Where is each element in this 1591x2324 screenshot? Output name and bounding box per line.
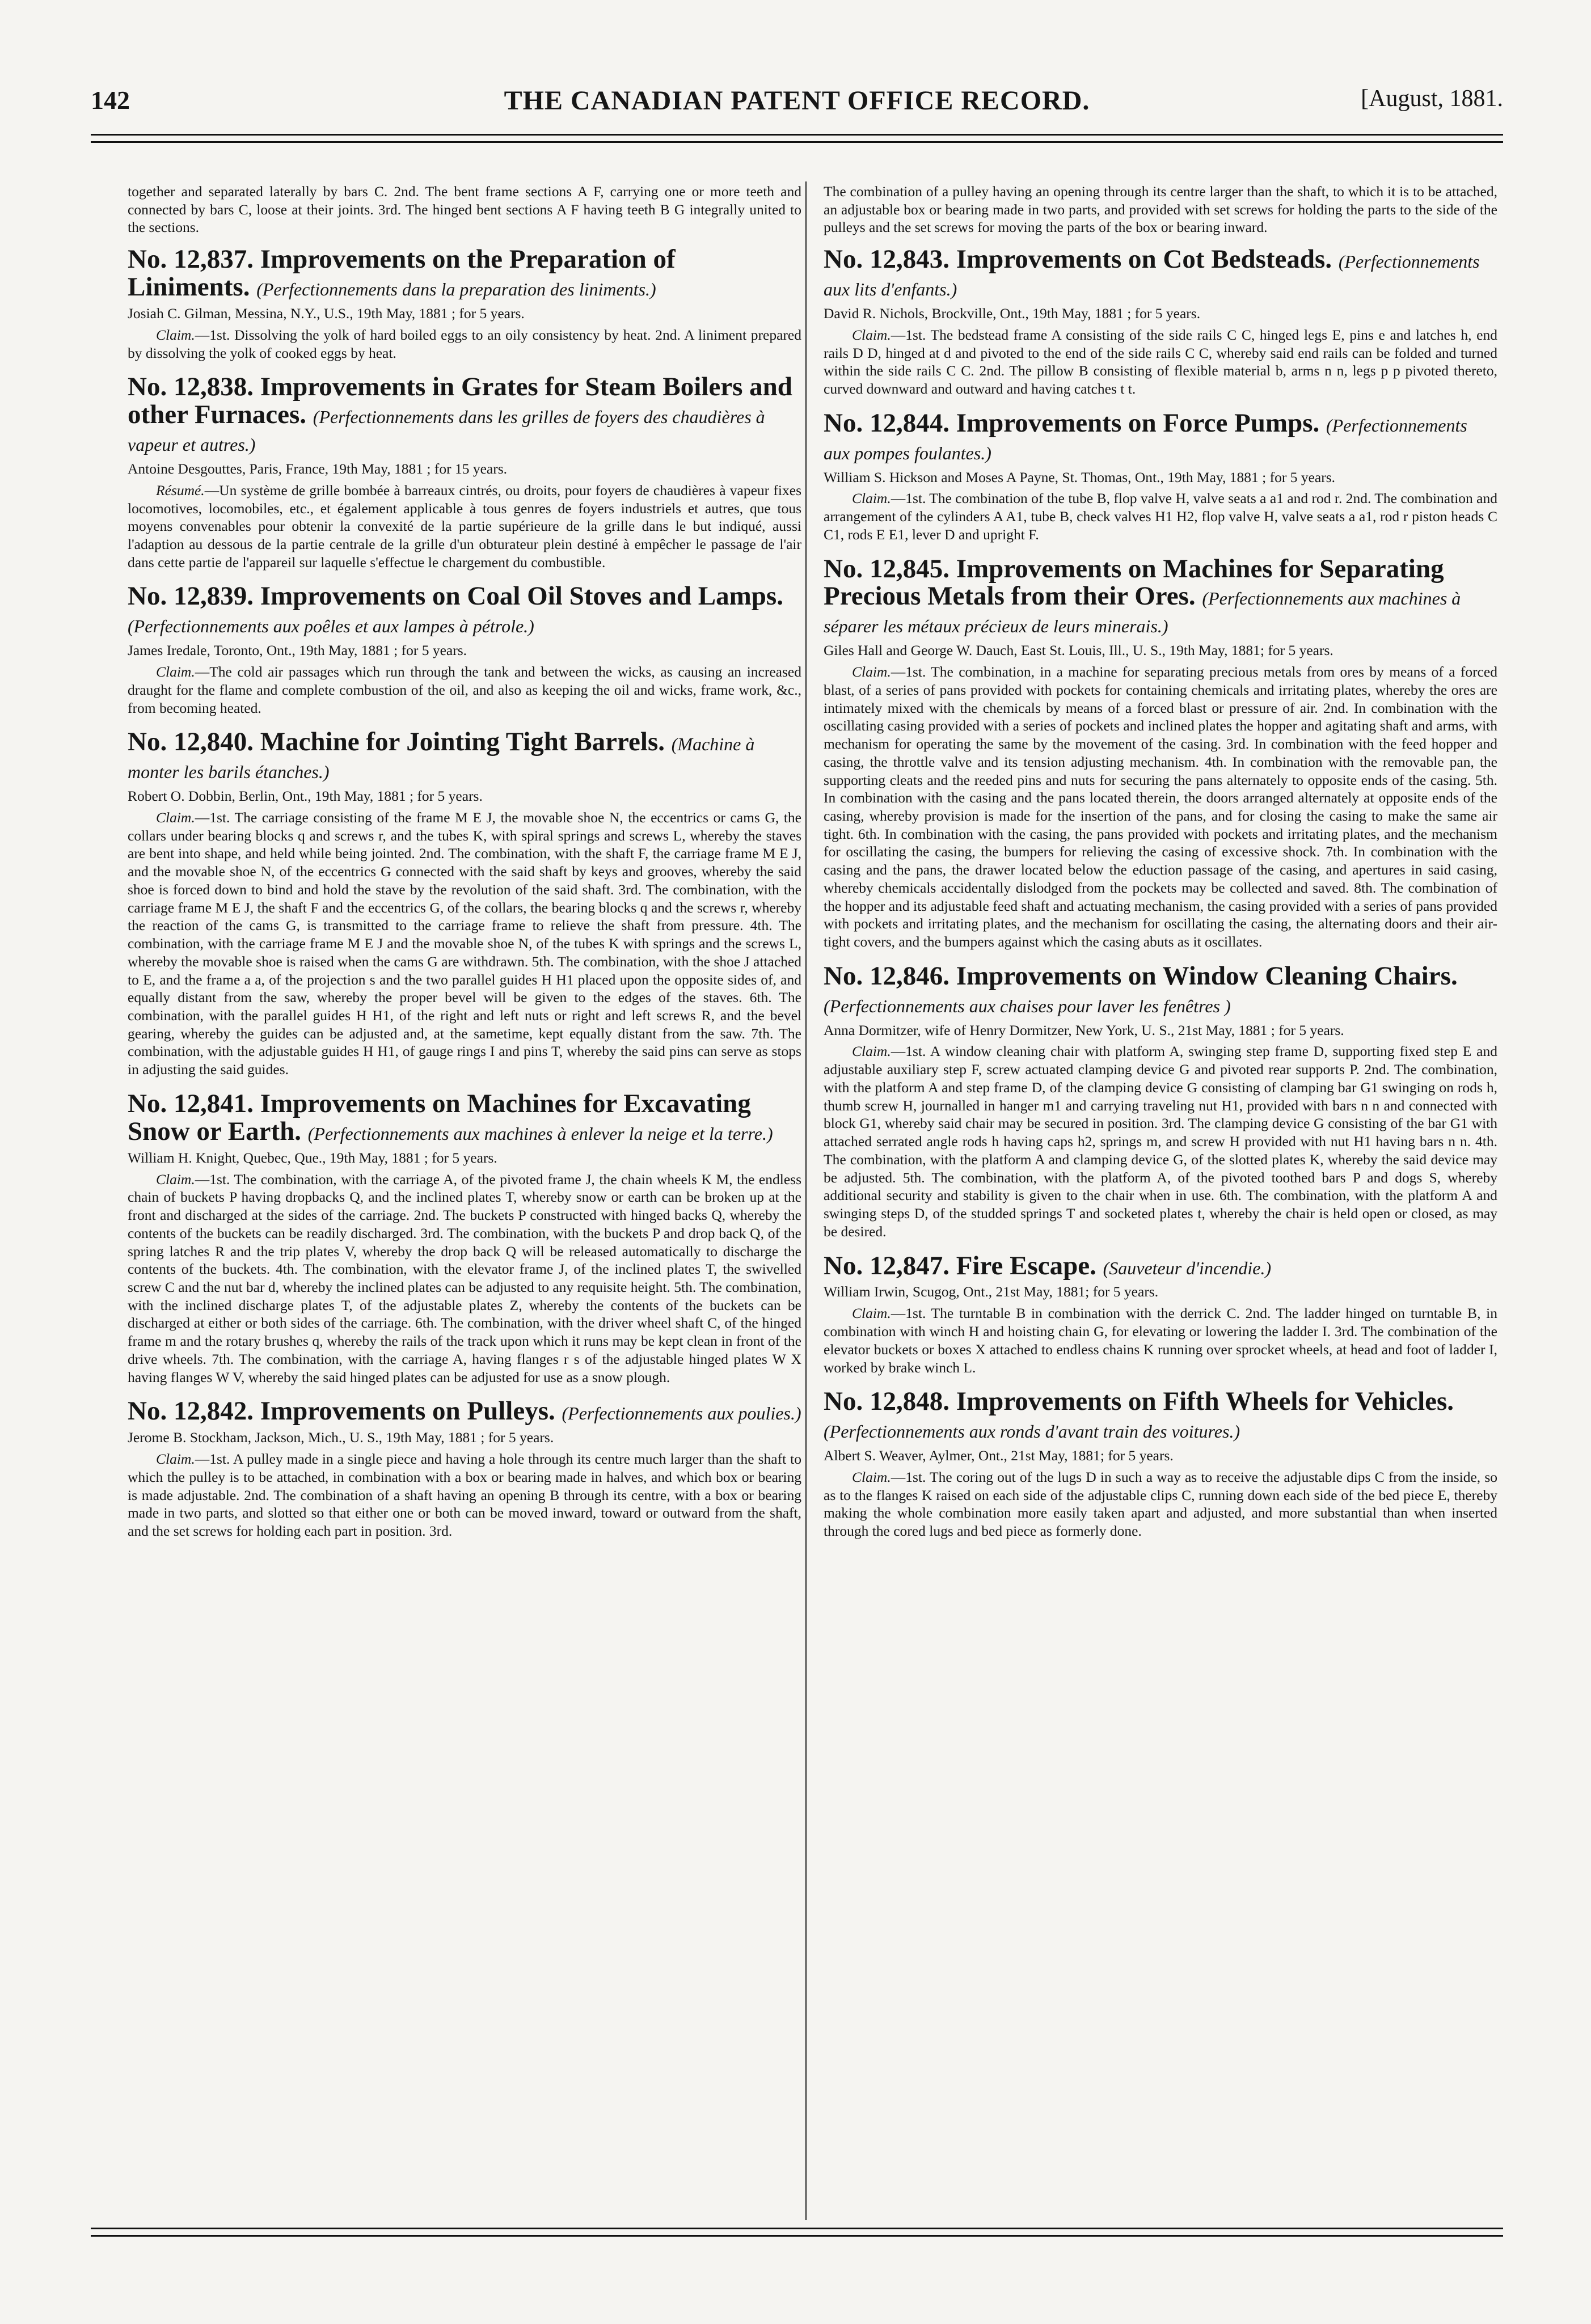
patent-number: No. 12,844. bbox=[824, 408, 949, 438]
patent-claim bbox=[824, 1304, 1497, 1376]
patent-claim bbox=[824, 1042, 1497, 1240]
patent-claim bbox=[824, 326, 1497, 398]
claim-label: Claim. bbox=[852, 664, 891, 681]
patent-entry bbox=[824, 962, 1497, 1241]
patent-entry bbox=[824, 555, 1497, 951]
claim-text: —1st. The bedstead frame A consisting of the side rails C C, hinged legs E, pins e and latches h, end rails D D, hinged at d and pivoted to the end of the side rails C C, whereby said end rails can be folded and turned within the side rails C C. 2nd. The pillow B consisting of flexible material b, arms n n, legs p p pivoted thereto, curved downward and outward and having catches t t. bbox=[824, 326, 1497, 398]
claim-text: —1st. The combination, in a machine for separating precious metals from ores by means of a forced blast, of a series of pans provided with pockets for containing chemicals and irritating plates, whereby the ores are intimately mixed with the chemicals by means of a forced blast or pressure of air. 2nd. In combination with the oscillating casing provided with a series of pockets and inclined plates the hopper and agitating shaft and arms, with mechanism for operating the same by the movement of the casing. 3rd. In combination with the feed hopper and casing, the throttle valve and its tension adjusting mechanism. 4th. In combination with the removable pan, the supporting cleats and the reeded pins and nuts for securing the pans alternately to opposite ends of the casing. 5th. In combination with the casing and the pans located therein, the doors arranged alternately at opposite ends of the casing, whereby provision is made for the insertion of the pans, and for closing the casing to make the same air tight. 6th. In combination with the casing, the pans provided with pockets and irritating plates, and the mechanism for oscillating the casing, the bumpers for relieving the casing of excessive shock. 7th. In combination with the casing and the pans, the drawer located below the eduction passage of the casing, and apertures in said casing, whereby chemicals accidentally dislodged from the pockets may be collected and saved. 8th. The combination of the hopper and its adjustable feed shaft and actuating mechanism, the casing provided with a series of pans provided with pockets and irritating plates, and the mechanism for oscillating the casing, the alternating doors and their air-tight covers, and the bumpers against which the casing abuts as it oscillates. bbox=[824, 664, 1497, 950]
patent-entry bbox=[824, 409, 1497, 544]
continuation-text: The combination of a pulley having an opening through its centre larger than the shaft, to which it is to be attached, an adjustable box or bearing made in two parts, and provided with set screws for holding the parts to the side of the pulleys and the set screws for moving the parts of the box or bearing inward. bbox=[824, 183, 1497, 236]
patent-number: No. 12,842. bbox=[128, 1396, 254, 1426]
patent-claim bbox=[128, 663, 801, 717]
claim-text: —1st. The combination of the tube B, flop valve H, valve seats a a1 and rod r. 2nd. The combination and arrangement of the cylinders A A1, tube B, check valves H1 H2, flop valve H, valve seats a a1, rod r piston heads C C1, rods E E1, lever D and upright F. bbox=[824, 490, 1497, 543]
patent-entry bbox=[128, 246, 801, 362]
patent-number: No. 12,839. bbox=[128, 581, 254, 611]
patent-claim bbox=[128, 809, 801, 1079]
patent-title: Improvements on Force Pumps. bbox=[956, 408, 1320, 438]
patent-claim bbox=[128, 326, 801, 362]
patent-inventor: William Irwin, Scugog, Ont., 21st May, 1881; for 5 years. bbox=[824, 1283, 1159, 1300]
patent-claim bbox=[824, 489, 1497, 543]
patent-claim bbox=[128, 1450, 801, 1540]
claim-label: Claim. bbox=[156, 1171, 195, 1188]
patent-number: No. 12,838. bbox=[128, 372, 254, 402]
patent-entry bbox=[824, 1388, 1497, 1540]
patent-french-title: (Perfectionnements aux poulies.) bbox=[562, 1403, 801, 1424]
patent-number: No. 12,846. bbox=[824, 961, 949, 991]
right-column bbox=[824, 183, 1497, 1583]
patent-entry bbox=[128, 1397, 801, 1540]
patent-french-title: (Sauveteur d'incendie.) bbox=[1103, 1257, 1272, 1278]
claim-label: Claim. bbox=[852, 326, 891, 343]
patent-inventor: Antoine Desgouttes, Paris, France, 19th May, 1881 ; for 15 years. bbox=[128, 460, 508, 477]
patent-french-title: (Perfectionnements dans les grilles de foyers des chaudières à vapeur et autres.) bbox=[128, 407, 765, 455]
patent-title: Improvements on the Preparation of Liniments. bbox=[128, 244, 676, 302]
patent-heading bbox=[824, 409, 1497, 465]
patent-french-title: (Machine à monter les barils étanches.) bbox=[128, 734, 755, 783]
patent-french-title: (Perfectionnements aux ronds d'avant train des voitures.) bbox=[824, 1421, 1240, 1442]
patent-claim bbox=[128, 481, 801, 572]
patent-heading bbox=[128, 373, 801, 457]
header-double-rule bbox=[91, 134, 1503, 143]
patent-number: No. 12,843. bbox=[824, 244, 949, 274]
publication-title: THE CANADIAN PATENT OFFICE RECORD. bbox=[504, 86, 1090, 116]
patent-heading bbox=[824, 1252, 1497, 1280]
patent-title: Improvements on Coal Oil Stoves and Lamps. bbox=[260, 581, 783, 611]
patent-number: No. 12,840. bbox=[128, 727, 254, 757]
page-header bbox=[91, 85, 1503, 130]
issue-date: [August, 1881. bbox=[1361, 86, 1503, 112]
claim-label: Résumé. bbox=[156, 481, 205, 498]
claim-text: —1st. The carriage consisting of the frame M E J, the movable shoe N, the eccentrics or cams G, the collars under bearing blocks q and screws r, and the tubes K, with spiral springs and screws L, whereby the staves are bent into shape, and held while being jointed. 2nd. The combination, with the shaft F, the carriage frame M E J, and the movable shoe N, of the eccentrics G connected with the said shaft by keys and grooves, whereby the said shoe is forced down to bind and hold the stave by the revolution of the said shaft. 3rd. The combination, with the carriage frame M E J, the shaft F and the eccentrics G, of the collars, the bearing blocks q and the screws r, whereby the reaction of the cams G, is transmitted to the carriage frame to relieve the shaft from pressure. 4th. The combination, with the carriage frame M E J and the movable shoe N, of the tubes K with springs and the screws L, whereby the movable shoe is raised when the cams G are withdrawn. 5th. The combination, with the shoe J attached to E, and the frame a a, of the projection s and the two parallel guides H H1 placed upon the opposite sides of, and equally distant from the saw, whereby the proper bevel will be given to the edges of the staves. 6th. The combination, with the parallel guides H H1, of the right and left nuts or right and left screws R, and the bevel gearing, whereby the guides can be adjusted and, at the sametime, kept equally distant from the saw. 7th. The combination, with the adjustable guides H H1, of gauge rings I and pins T, whereby the said pins can serve as stops in adjusting the said guides. bbox=[128, 809, 801, 1078]
patent-claim bbox=[824, 663, 1497, 951]
claim-label: Claim. bbox=[852, 1305, 891, 1322]
patent-french-title: (Perfectionnements dans la preparation des liniments.) bbox=[256, 279, 656, 300]
patent-inventor: David R. Nichols, Brockville, Ont., 19th May, 1881 ; for 5 years. bbox=[824, 305, 1201, 322]
patent-inventor: Anna Dormitzer, wife of Henry Dormitzer, New York, U. S., 21st May, 1881 ; for 5 years. bbox=[824, 1021, 1344, 1038]
patent-entry bbox=[824, 246, 1497, 398]
patent-entry bbox=[128, 728, 801, 1079]
claim-label: Claim. bbox=[156, 1451, 195, 1468]
patent-title: Improvements on Pulleys. bbox=[260, 1396, 555, 1426]
page-number: 142 bbox=[91, 86, 130, 115]
patent-inventor: William H. Knight, Quebec, Que., 19th May, 1881 ; for 5 years. bbox=[128, 1149, 497, 1166]
patent-entry bbox=[824, 1252, 1497, 1377]
left-column bbox=[128, 183, 801, 2224]
patent-number: No. 12,841. bbox=[128, 1088, 254, 1118]
claim-text: —1st. The turntable B in combination with the derrick C. 2nd. The ladder hinged on turntable B, in combination with winch H and hoisting chain G, for elevating or lowering the ladder I. 3rd. The combination of the elevator buckets or boxes X attached to endless chains K running over sprocket wheels, at head and foot of ladder I, worked by brake winch L. bbox=[824, 1305, 1497, 1376]
patent-title: Improvements on Cot Bedsteads. bbox=[956, 244, 1332, 274]
patent-french-title: (Perfectionnements aux pompes foulantes.) bbox=[824, 415, 1467, 463]
patent-heading bbox=[128, 1090, 801, 1146]
patent-inventor: Giles Hall and George W. Dauch, East St. Louis, Ill., U. S., 19th May, 1881; for 5 years. bbox=[824, 642, 1333, 659]
patent-french-title: (Perfectionnements aux machines à séparer les métaux précieux de leurs minerais.) bbox=[824, 588, 1461, 637]
claim-text: —Un système de grille bombée à barreaux cintrés, ou droits, pour foyers de chaudières à vapeur fixes locomotives, locomobiles, etc., et également applicable à tous genres de foyers industriels et autres, que tous moyens convenables pour obtenir la convexité de la partie supérieure de la grille dans le but indiqué, aussi l'adaption au dessous de la partie centrale de la grille d'un obturateur plein destiné à empêcher le passage de l'air dans cette partie de l'appareil sur laquelle s'effectue le chargement du combustible. bbox=[128, 481, 801, 571]
patent-heading bbox=[824, 1388, 1497, 1443]
patent-french-title: (Perfectionnements aux lits d'enfants.) bbox=[824, 251, 1480, 300]
claim-label: Claim. bbox=[852, 1468, 891, 1485]
patent-heading bbox=[128, 728, 801, 784]
patent-entry bbox=[128, 582, 801, 717]
patent-title: Improvements on Fifth Wheels for Vehicles. bbox=[956, 1387, 1454, 1417]
patent-french-title: (Perfectionnements aux poêles et aux lampes à pétrole.) bbox=[128, 616, 534, 637]
patent-inventor: Jerome B. Stockham, Jackson, Mich., U. S., 19th May, 1881 ; for 5 years. bbox=[128, 1429, 554, 1446]
patent-title: Improvements in Grates for Steam Boilers and other Furnaces. bbox=[128, 372, 792, 430]
claim-text: —1st. The coring out of the lugs D in such a way as to receive the adjustable dips C from the inside, so as to the flanges K raised on each side of the adjustable clips C, running down each side of the bed piece E, thereby making the whole combination more easily taken apart and adjusted, and more substantial than when inserted through the cored lugs and bed piece as formerly done. bbox=[824, 1468, 1497, 1540]
patent-heading bbox=[824, 962, 1497, 1018]
patent-french-title: (Perfectionnements aux chaises pour laver les fenêtres ) bbox=[824, 995, 1231, 1016]
patent-inventor: Robert O. Dobbin, Berlin, Ont., 19th May, 1881 ; for 5 years. bbox=[128, 788, 483, 805]
patent-inventor: Josiah C. Gilman, Messina, N.Y., U.S., 19th May, 1881 ; for 5 years. bbox=[128, 305, 525, 322]
patent-entry bbox=[128, 1090, 801, 1386]
patent-number: No. 12,847. bbox=[824, 1250, 949, 1281]
claim-label: Claim. bbox=[156, 664, 195, 681]
patent-heading bbox=[128, 582, 801, 638]
patent-title: Improvements on Machines for Separating Precious Metals from their Ores. bbox=[824, 553, 1444, 611]
continuation-text: together and separated laterally by bars C. 2nd. The bent frame sections A F, carrying one or more teeth and connected by bars C, loose at their joints. 3rd. The hinged bent sections A F having teeth B G integrally united to the sections. bbox=[128, 183, 801, 236]
patent-number: No. 12,848. bbox=[824, 1387, 949, 1417]
claim-label: Claim. bbox=[852, 1043, 891, 1060]
claim-label: Claim. bbox=[156, 326, 195, 343]
claim-text: —1st. A pulley made in a single piece and having a hole through its centre much larger than the shaft to which the pulley is to be attached, in combination with a box or bearing made in halves, and which box or bearing is made adjustable. 2nd. The combination of a shaft having an opening B through its centre, with a box or bearing made in two parts, and slotted so that either one or both can be moved inward, toward or outward from the shaft, and the set screws for holding each part in position. 3rd. bbox=[128, 1451, 801, 1540]
patent-claim bbox=[128, 1171, 801, 1387]
patent-heading bbox=[824, 246, 1497, 301]
patent-entry bbox=[128, 373, 801, 571]
patent-heading bbox=[128, 1397, 801, 1425]
patent-heading bbox=[824, 555, 1497, 639]
patent-inventor: William S. Hickson and Moses A Payne, St. Thomas, Ont., 19th May, 1881 ; for 5 years. bbox=[824, 468, 1336, 485]
column-divider bbox=[805, 181, 807, 2220]
footer-double-rule bbox=[91, 2228, 1503, 2237]
claim-label: Claim. bbox=[852, 490, 891, 507]
patent-heading bbox=[128, 246, 801, 301]
patent-french-title: (Perfectionnements aux machines à enlever la neige et la terre.) bbox=[307, 1123, 773, 1144]
patent-number: No. 12,837. bbox=[128, 244, 254, 274]
claim-text: —1st. The combination, with the carriage A, of the pivoted frame J, the chain wheels K M, the endless chain of buckets P having dropbacks Q, and the inclined plates T, whereby snow or earth can be broken up at the front and discharged at the sides of the carriage. 2nd. The buckets P constructed with hinged backs Q, whereby the contents of the buckets can be readily discharged. 3rd. The combination, with the buckets P and drop back Q, of the spring latches R and the trip plates V, whereby the drop back Q will be released automatically to discharge the contents of the buckets. 4th. The combination, with the elevator frame J, of the inclined plates T, the swivelled screw C and the nut bar d, whereby the inclined plates can be adjusted to any requisite height. 5th. The combination, with the inclined discharge plates T, of the adjustable plates Z, whereby the contents of the buckets can be discharged at either or both sides of the carriage. 6th. The combination, with the driver wheel shaft C, of the hinged frame m and the rotary brushes q, whereby the rails of the track upon which it runs may be kept clean in front of the drive wheels. 7th. The combination, with the carriage A, having flanges r s of the adjustable hinged plates W X having flanges W V, whereby the said hinged plates can be adjusted for use as a snow plough. bbox=[128, 1171, 801, 1385]
patent-inventor: Albert S. Weaver, Aylmer, Ont., 21st May, 1881; for 5 years. bbox=[824, 1447, 1174, 1464]
patent-title: Fire Escape. bbox=[956, 1250, 1096, 1281]
patent-title: Machine for Jointing Tight Barrels. bbox=[260, 727, 665, 757]
patent-number: No. 12,845. bbox=[824, 553, 949, 584]
patent-title: Improvements on Window Cleaning Chairs. bbox=[956, 961, 1458, 991]
patent-inventor: James Iredale, Toronto, Ont., 19th May, 1881 ; for 5 years. bbox=[128, 642, 467, 659]
patent-title: Improvements on Machines for Excavating Snow or Earth. bbox=[128, 1088, 751, 1146]
patent-claim bbox=[824, 1468, 1497, 1540]
claim-text: —1st. Dissolving the yolk of hard boiled eggs to an oily consistency by heat. 2nd. A liniment prepared by dissolving the yolk of cooked eggs by heat. bbox=[128, 326, 801, 361]
claim-text: —The cold air passages which run through the tank and between the wicks, as causing an increased draught for the flame and complete combustion of the oil, and also as keeping the oil and wicks, frame work, &c., from becoming heated. bbox=[128, 664, 801, 716]
claim-text: —1st. A window cleaning chair with platform A, swinging step frame D, supporting fixed step E and adjustable auxiliary step F, screw actuated clamping device G and pivoted rear supports P. 2nd. The combination, with the platform A and step frame D, of the clamping device G consisting of clamping bar G1 swinging on rods h, thumb screw H, journalled in hanger m1 and carrying traveling nut H1, provided with bars n n and connected with block G1, whereby said chair may be secured in position. 3rd. The clamping device G consisting of the bar G1 with attached serrated angle rods h having caps h2, springs m, and screw H provided with nut H1 having bars n n. 4th. The combination, with the platform A and clamping device G, of the slotted plates K, whereby the said device may be adjusted. 5th. The combination, with the platform A, of the pivoted toothed bars P and dogs S, whereby additional security and stability is given to the chair when in use. 6th. The combination, with the platform A and swinging steps D, of the studded springs T and socketed plates t, whereby the chair is held open or closed, as may be desired. bbox=[824, 1043, 1497, 1240]
claim-label: Claim. bbox=[156, 809, 195, 826]
